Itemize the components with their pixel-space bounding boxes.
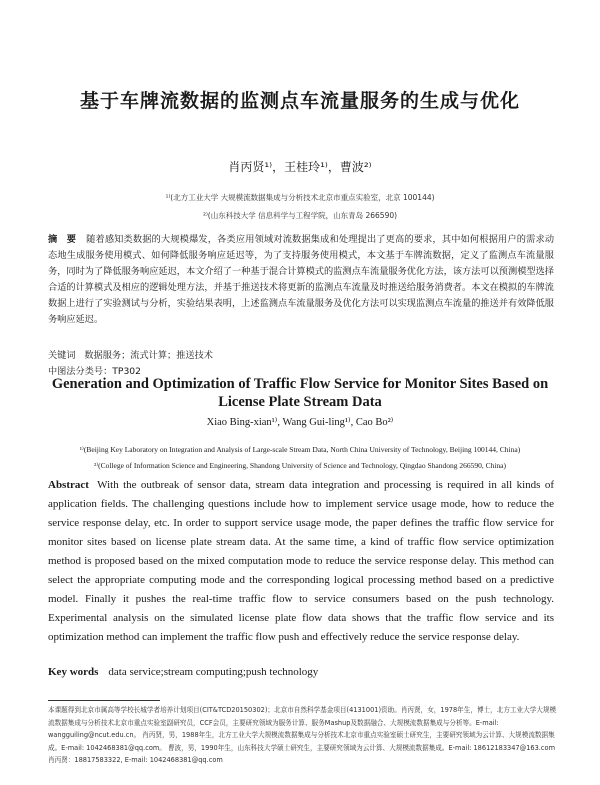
english-keywords-label: Key words xyxy=(48,666,99,678)
chinese-keywords-text: 数据服务；流式计算；推送技术 xyxy=(84,350,213,361)
classification-number: 中图法分类号：TP302 xyxy=(48,366,142,377)
english-abstract-text: With the outbreak of sensor data, stream data integration and processing is required in all kinds of application fields. The challenging questions include how to implement service usage mode, how to reduce the service response delay, etc. In order to support service usage mode, the paper defines the traffic flow service for monitor sites based on license plate stream data. At the same time, a kind of traffic flow service optimization method is proposed based on the mixed computation mode to reduce the service response delay. This method can select the appropriate computing mode and the corresponding logical processing method based on a predictive model. Finally it pushes the real-time traffic flow to service consumers based on the push technology. Experimental analysis on the simulated license plate flow data shows that the traffic flow service and its optimization method can implement the traffic flow push and effectively reduce the service response delay. xyxy=(48,479,554,643)
chinese-authors: 肖丙贤¹⁾，王桂玲¹⁾，曹波²⁾ xyxy=(228,160,372,174)
chinese-abstract-text: 随着感知类数据的大规模爆发，各类应用领域对流数据集成和处理提出了更高的要求，其中如何根据用户的需求动态地生成服务使用模式、如何降低服务响应延迟等，为了支持服务使用模式，本文基于车牌流数据，定义了监测点车流量服务，同时为了降低服务响应延迟，本文介绍了一种基于混合计算模式的监测点车流量服务优化方法，该方法可以预测模型选择合适的计算模式及相应的逻辑处理方法，并基于推送技术将更新的监测点车流量及时推送给服务消费者。本文在模拟的车牌流数据上进行了实验测试与分析，实验结果表明，上述监测点车流量服务及优化方法可以实现监测点车流量的推送并有效降低服务响应延迟。 xyxy=(48,234,555,325)
english-keywords-text: data service;stream computing;push technology xyxy=(108,666,319,678)
footnote-divider xyxy=(48,700,160,701)
english-affiliation-1: ¹⁾(Beijing Key Laboratory on Integration and Analysis of Large-scale Stream Data, North China University of Technology, Beijing 100144, China) xyxy=(79,445,521,454)
chinese-abstract xyxy=(48,232,554,328)
english-title: Generation and Optimization of Traffic Flow Service for Monitor Sites Based on License Plate Stream Data xyxy=(51,376,549,410)
english-affiliation-2: ²⁾(College of Information Science and Engineering, Shandong University of Science and Technology, Qingdao Shandong 266590, China) xyxy=(93,461,507,470)
english-keywords xyxy=(48,666,554,678)
chinese-affiliation-1: ¹⁾(北方工业大学 大规模流数据集成与分析技术北京市重点实验室，北京 100144) xyxy=(165,193,435,202)
english-abstract-label: Abstract xyxy=(48,479,89,491)
english-authors: Xiao Bing-xian¹⁾, Wang Gui-ling¹⁾, Cao Bo²⁾ xyxy=(206,417,394,428)
footnote-text: 本课题得到北京市属高等学校长城学者培养计划项目(CIT&TCD20150302)；北京市自然科学基金项目(4131001)资助。肖丙贤，女，1978年生，博士，北方工业大学大规模流数据集成与分析技术北京市重点实验室副研究员，CCF会员，主要研究领域为服务计算、服务Mashup及数据融合、大规模流数据集成与分析等。E-mail: wangguiling@ncut.edu.cn。 肖丙贤，男，1988年生，北方工业大学大规模流数据集成与分析技术北京市重点实验室硕士研究生，主要研究领域为云计算、大规模流数据集成。E-mail: 1042468381@qq.com。 曹波，男，1990年生，山东科技大学硕士研究生，主要研究领域为云计算、大规模流数据集成。E-mail: 18612183347@163.com xyxy=(48,706,557,752)
footnote xyxy=(48,704,558,767)
footnote-phone: 肖丙贤：18817583322, E-mail: 1042468381@qq.com xyxy=(48,756,223,764)
chinese-affiliation-2: ²⁾(山东科技大学 信息科学与工程学院，山东青岛 266590) xyxy=(202,211,398,220)
chinese-abstract-label: 摘 要 xyxy=(48,234,77,245)
chinese-keywords-label: 关键词 xyxy=(48,350,76,361)
chinese-keywords xyxy=(48,347,554,361)
chinese-title: 基于车牌流数据的监测点车流量服务的生成与优化 xyxy=(79,90,520,112)
english-abstract xyxy=(48,476,554,647)
